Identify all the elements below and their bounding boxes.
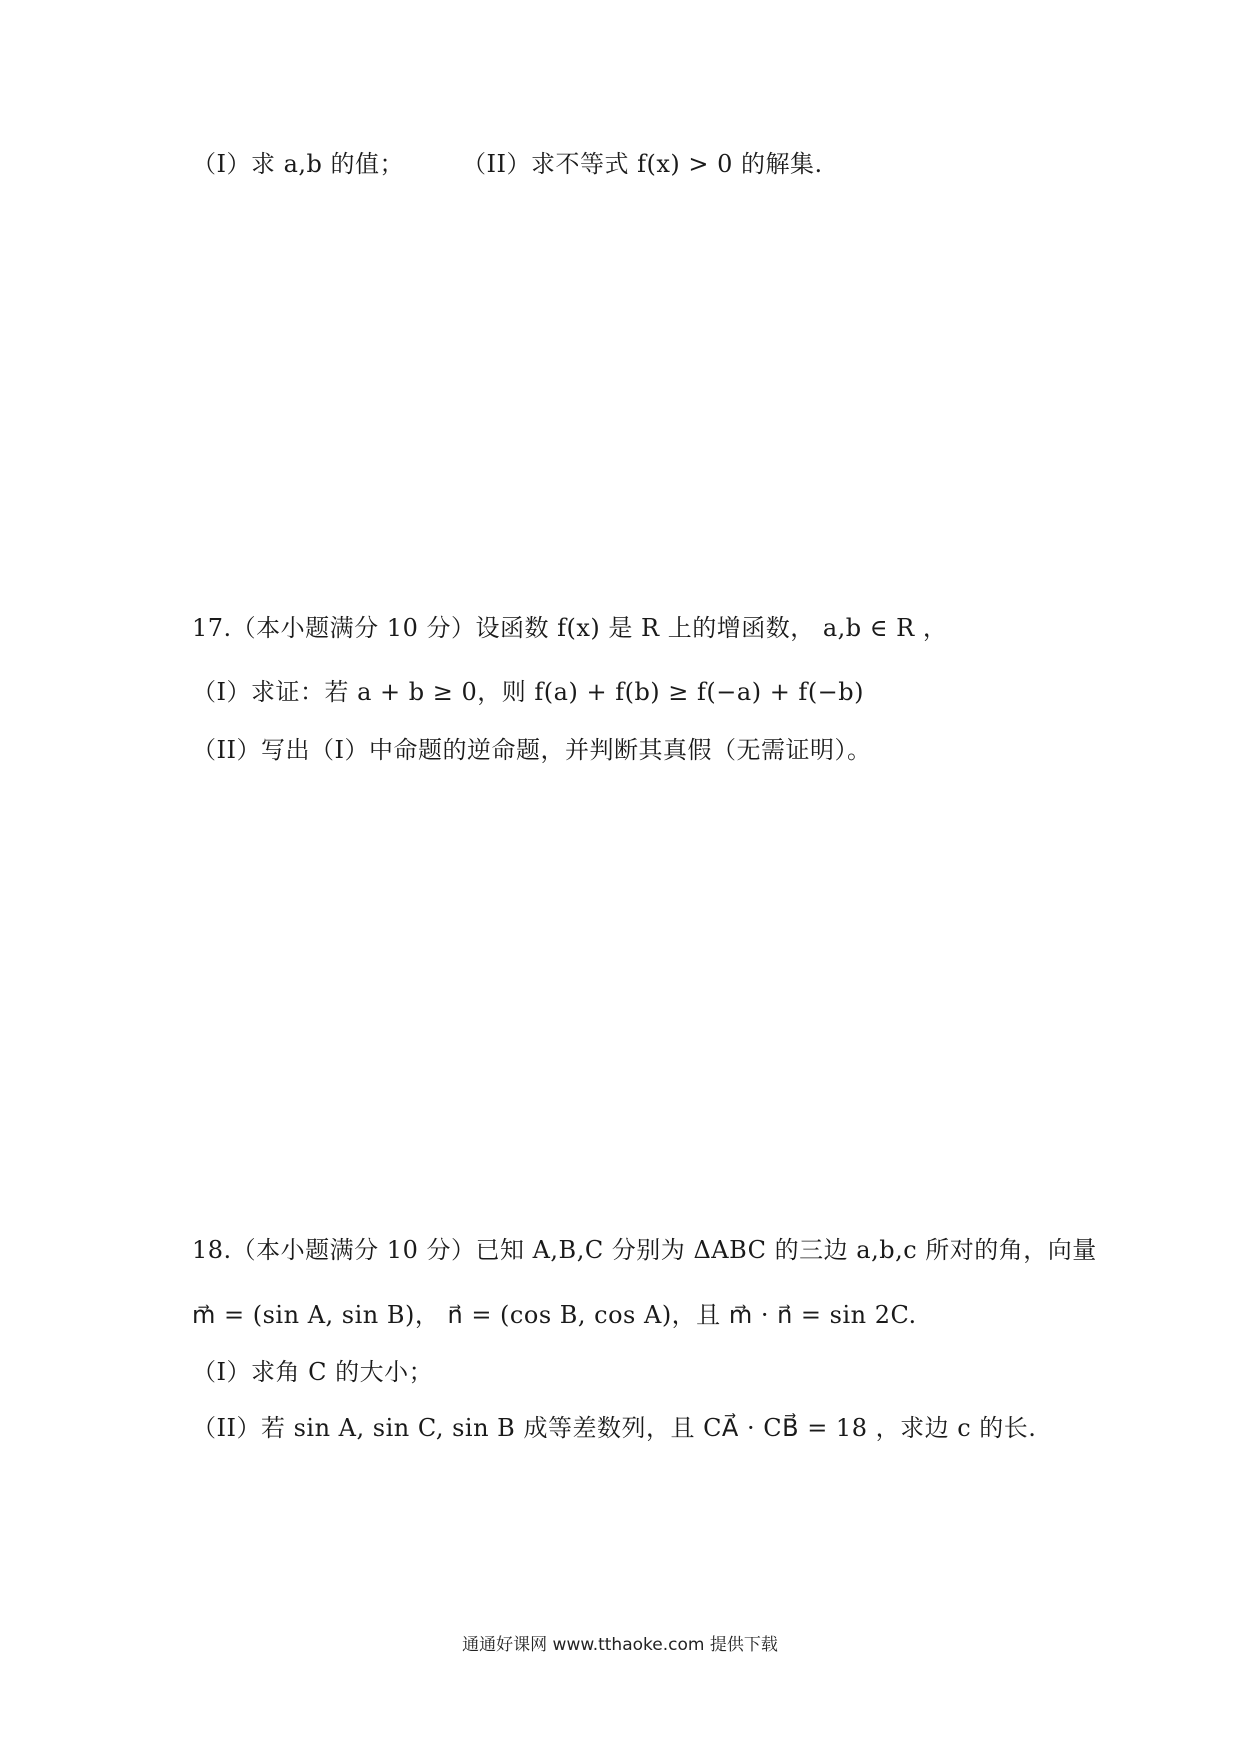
q17-part1: （I）求证：若 a + b ≥ 0，则 f(a) + f(b) ≥ f(−a) + f(−b) <box>192 678 865 706</box>
q18-stem-line2: m⃗ = (sin A, sin B)， n⃗ = (cos B, cos A)，且 m⃗ · n⃗ = sin 2C. <box>192 1301 917 1329</box>
q18-stem-line1: 18.（本小题满分 10 分）已知 A,B,C 分别为 ΔABC 的三边 a,b,c 所对的角，向量 <box>192 1236 1097 1264</box>
q18-part1: （I）求角 C 的大小； <box>192 1358 434 1386</box>
q16-part1: （I）求 a,b 的值； <box>192 150 405 178</box>
q17-stem: 17.（本小题满分 10 分）设函数 f(x) 是 R 上的增函数， a,b ∈ R ， <box>192 614 948 642</box>
q18-part2: （II）若 sin A, sin C, sin B 成等差数列，且 CA⃗ · CB⃗ = 18 ，求边 c 的长. <box>192 1414 1037 1442</box>
page-footer: 通通好课网 www.tthaoke.com 提供下载 <box>462 1635 778 1655</box>
q16-part2: （II）求不等式 f(x) > 0 的解集. <box>462 150 823 178</box>
q17-part2: （II）写出（I）中命题的逆命题，并判断其真假（无需证明）。 <box>192 736 872 764</box>
